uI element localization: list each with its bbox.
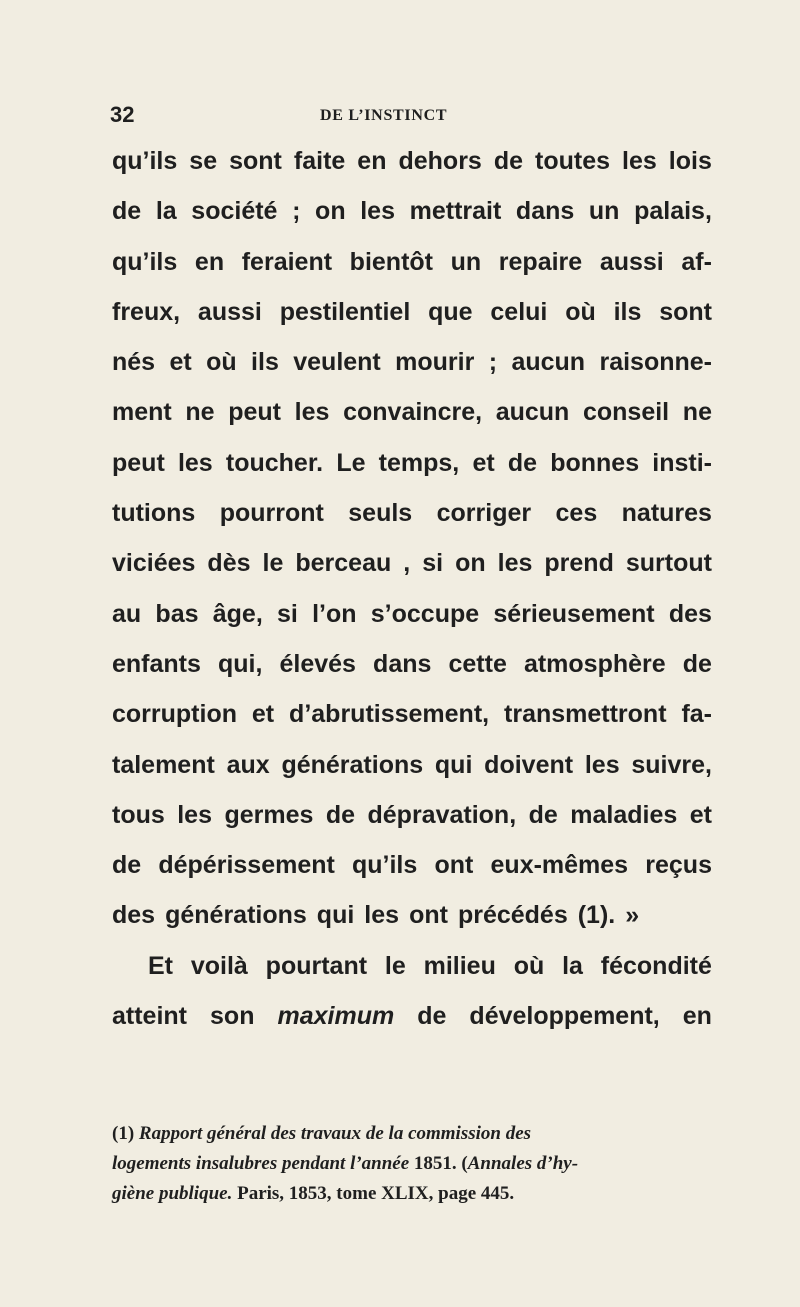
word: pourront	[219, 499, 324, 528]
word: prend	[544, 549, 614, 578]
word: qui,	[217, 649, 263, 678]
word: aussi	[599, 247, 664, 276]
word: nés	[112, 348, 156, 377]
text-line	[112, 488, 712, 538]
word: reçus	[645, 851, 712, 880]
word: pestilentiel	[279, 297, 411, 326]
word: berceau	[295, 549, 392, 578]
word: corruption	[112, 700, 237, 729]
word: tutions	[112, 499, 196, 528]
word: ;	[292, 197, 301, 226]
text-line	[112, 237, 712, 287]
word: af-	[681, 247, 712, 276]
word: de	[507, 448, 538, 477]
word: dans	[515, 197, 575, 226]
word: transmettront	[504, 700, 667, 729]
word: on	[455, 549, 486, 578]
word: ment	[112, 398, 172, 427]
word: sont	[659, 297, 712, 326]
word: ,	[403, 549, 411, 578]
word: sérieusement	[493, 599, 655, 628]
word: des	[668, 599, 712, 628]
word: élevés	[279, 649, 356, 678]
word: fa-	[681, 700, 712, 729]
word: doivent	[484, 750, 574, 779]
text-line	[112, 136, 712, 186]
word: dépravation,	[367, 800, 517, 829]
emphasized-word: maximum	[277, 1002, 395, 1031]
word: aucun	[511, 348, 586, 377]
word: si	[422, 549, 444, 578]
word: peut	[228, 398, 282, 427]
word: de	[325, 800, 356, 829]
text-line	[112, 589, 712, 639]
word: viciées	[112, 549, 196, 578]
word: conseil	[582, 398, 670, 427]
word: son	[210, 1002, 255, 1031]
word: sont	[229, 147, 282, 175]
word: et	[472, 448, 495, 477]
footnote-marker: (1)	[112, 1123, 135, 1144]
word: voilà	[190, 951, 248, 980]
text-line	[112, 991, 712, 1041]
word: (1).	[577, 901, 616, 930]
body-text	[112, 136, 712, 1041]
word: d’abrutissement,	[289, 700, 490, 729]
word: on	[315, 197, 346, 226]
word: ils	[613, 297, 642, 326]
word: en	[357, 147, 387, 175]
word: qu’ils	[352, 851, 418, 880]
word: milieu	[423, 951, 496, 980]
word: feraient	[241, 247, 333, 276]
running-head: DE L’INSTINCT	[320, 107, 448, 124]
word: peut	[112, 448, 165, 477]
word: dans	[373, 649, 432, 678]
word: ;	[488, 348, 498, 377]
word: s’occupe	[370, 599, 480, 628]
word: les	[294, 398, 330, 427]
word: de	[528, 800, 558, 829]
word: générations	[281, 750, 424, 779]
text-line	[112, 639, 712, 689]
text-line	[112, 740, 712, 790]
text-line	[112, 890, 712, 940]
word: dès	[207, 549, 251, 578]
word: maladies	[570, 800, 678, 829]
word: mourir	[395, 348, 475, 377]
footnote-title: Rapport général des travaux de la commission des	[138, 1123, 532, 1144]
text-line	[112, 438, 712, 488]
word: celui	[490, 297, 548, 326]
word: âge,	[212, 599, 263, 628]
word: palais,	[634, 197, 712, 226]
word: qui	[316, 901, 355, 930]
word: le	[384, 951, 406, 980]
word: Et	[148, 951, 173, 980]
word: les	[584, 750, 620, 779]
word: convaincre,	[343, 398, 483, 427]
word: fécondité	[600, 951, 712, 980]
word: temps,	[378, 448, 460, 477]
footnote-paren: (	[461, 1153, 468, 1174]
word: les	[364, 901, 400, 930]
word: suivre,	[631, 750, 712, 779]
word: société	[191, 197, 278, 226]
word: tous	[112, 800, 165, 829]
word: de	[417, 1002, 447, 1031]
word: cette	[448, 649, 507, 678]
footnote	[112, 1119, 712, 1209]
word: des	[112, 901, 156, 930]
word: les	[177, 448, 213, 477]
word: eux-mêmes	[490, 851, 629, 880]
word: se	[189, 147, 218, 175]
footnote-line	[112, 1179, 712, 1209]
word: et	[251, 700, 275, 729]
word: et	[689, 800, 712, 829]
word: développement,	[469, 1002, 660, 1031]
footnote-journal-cont: giène publique.	[112, 1183, 233, 1204]
word: toucher.	[225, 448, 324, 477]
word: natures	[621, 499, 712, 528]
word: lois	[668, 147, 712, 175]
word: précédés	[457, 901, 568, 930]
word: l’on	[312, 599, 357, 628]
word: faite	[293, 147, 346, 175]
text-line	[112, 186, 712, 236]
word: raisonne-	[599, 348, 712, 377]
word: dépérissement	[158, 851, 335, 880]
word: ces	[555, 499, 598, 528]
word: un	[450, 247, 482, 276]
word: qui	[434, 750, 473, 779]
word: atteint	[112, 1002, 187, 1031]
word: où	[513, 951, 545, 980]
text-line	[112, 840, 712, 890]
word: aux	[226, 750, 270, 779]
text-line	[112, 387, 712, 437]
word: un	[588, 197, 620, 226]
word: bientôt	[349, 247, 433, 276]
word: et	[169, 348, 192, 377]
word: germes	[224, 800, 314, 829]
word: toutes	[535, 147, 611, 175]
word: surtout	[625, 549, 712, 578]
word: de	[682, 649, 712, 678]
word: »	[625, 901, 640, 930]
word: les	[622, 147, 657, 175]
word: si	[277, 599, 298, 628]
word: mettrait	[409, 197, 502, 226]
word: de	[493, 147, 524, 175]
text-line	[112, 689, 712, 739]
footnote-line	[112, 1119, 712, 1149]
word: seuls	[348, 499, 413, 528]
word: ne	[682, 398, 712, 427]
word: talement	[112, 750, 215, 779]
text-line	[112, 287, 712, 337]
word: bonnes	[550, 448, 640, 477]
word: générations	[165, 901, 307, 930]
word: au	[112, 599, 142, 628]
word: la	[562, 951, 583, 980]
word: enfants	[112, 649, 201, 678]
word: dehors	[398, 147, 482, 175]
word: en	[194, 247, 225, 276]
word: où	[206, 348, 237, 377]
word: en	[682, 1002, 712, 1031]
word: Le	[336, 448, 366, 477]
word: bas	[155, 599, 199, 628]
word: où	[565, 297, 596, 326]
word: repaire	[498, 247, 583, 276]
footnote-line	[112, 1149, 712, 1179]
word: qu’ils	[112, 247, 178, 276]
word: insti-	[652, 448, 712, 477]
word: ne	[185, 398, 215, 427]
word: le	[262, 549, 284, 578]
footnote-year: 1851.	[413, 1153, 457, 1174]
word: pourtant	[265, 951, 368, 980]
word: ont	[409, 901, 448, 930]
word: que	[428, 297, 473, 326]
word: de	[112, 197, 142, 226]
word: les	[497, 549, 533, 578]
word: la	[155, 197, 177, 226]
word: les	[177, 800, 212, 829]
page-number: 32	[110, 102, 135, 127]
word: freux,	[112, 297, 181, 326]
word: atmosphère	[523, 649, 666, 678]
text-line	[112, 337, 712, 387]
word: aucun	[495, 398, 570, 427]
word: veulent	[293, 348, 381, 377]
text-line	[112, 538, 712, 588]
word: corriger	[436, 499, 532, 528]
word: de	[112, 851, 142, 880]
word: ont	[434, 851, 474, 880]
word: les	[360, 197, 395, 226]
footnote-title-cont: logements insalubres pendant l’année	[112, 1153, 410, 1174]
footnote-journal: Annales d’hy-	[467, 1153, 579, 1174]
word: qu’ils	[112, 147, 178, 175]
footnote-citation: Paris, 1853, tome XLIX, page 445.	[237, 1183, 515, 1204]
word: ils	[251, 348, 279, 377]
text-line	[112, 790, 712, 840]
text-line	[112, 941, 712, 991]
word: aussi	[197, 297, 262, 326]
